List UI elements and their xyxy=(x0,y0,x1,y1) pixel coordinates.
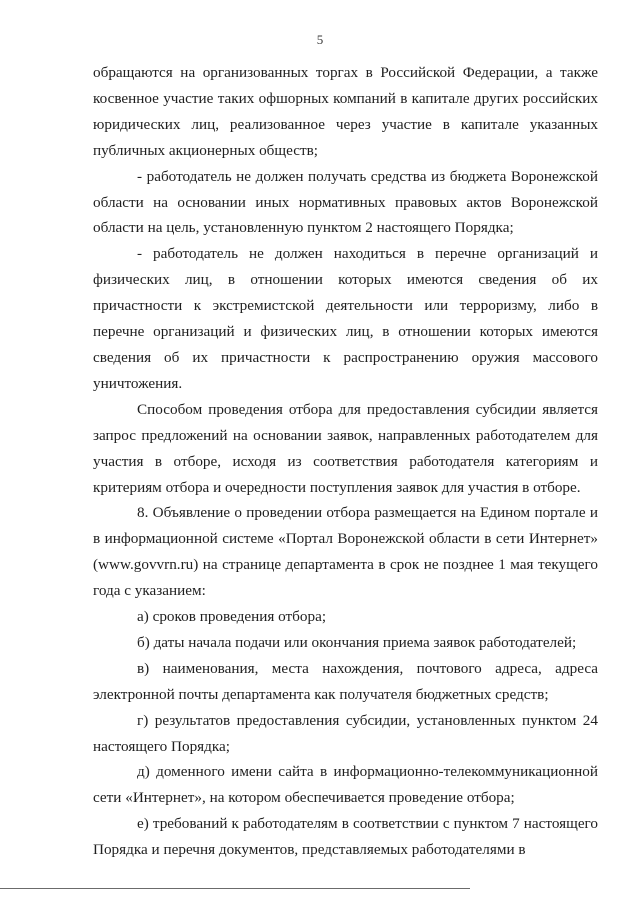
document-body xyxy=(93,60,598,863)
list-item-g: г) результатов предоставления субсидии, установленных пунктом 24 настоящего Порядка; xyxy=(93,711,598,755)
footer-rule xyxy=(0,888,470,889)
paragraph-requirement-budget: - работодатель не должен получать средства из бюджета Воронежской области на основании иных нормативных правовых актов Воронежской области на цель, установленную пунктом 2 настоящего Порядка; xyxy=(93,167,598,237)
paragraph-requirement-extremism: - работодатель не должен находиться в перечне организаций и физических лиц, в отношении которых имеются сведения об их причастности к экстремистской деятельности или терроризму, либо в перечне организаций и физических лиц, в отношении которых имеются сведения об их причастности к распространению оружия массового уничтожения. xyxy=(93,245,598,392)
list-item-b: б) даты начала подачи или окончания приема заявок работодателей; xyxy=(137,633,577,651)
list-item-d: д) доменного имени сайта в информационно-телекоммуникационной сети «Интернет», на котором обеспечивается проведение отбора; xyxy=(93,763,598,807)
list-item-e: е) требований к работодателям в соответствии с пунктом 7 настоящего Порядка и перечня документов, представляемых работодателями в xyxy=(93,815,598,859)
paragraph-continuation: обращаются на организованных торгах в Российской Федерации, а также косвенное участие таких офшорных компаний в капитале других российских юридических лиц, реализованное через участие в капитале указанных публичных акционерных обществ; xyxy=(93,64,598,159)
paragraph-selection-method: Способом проведения отбора для предоставления субсидии является запрос предложений на основании заявок, направленных работодателем для участия в отборе, исходя из соответствия работодателя категориям и критериям отбора и очередности поступления заявок для участия в отборе. xyxy=(93,400,598,496)
list-item-a: а) сроков проведения отбора; xyxy=(137,608,327,626)
paragraph-section-8: 8. Объявление о проведении отбора размещается на Едином портале и в информационной системе «Портал Воронежской области в сети Интернет» (www.govvrn.ru) на странице департамента в срок не позднее 1 мая текущего года с указанием: xyxy=(93,504,598,600)
list-item-v: в) наименования, места нахождения, почтового адреса, адреса электронной почты департамента как получателя бюджетных средств; xyxy=(93,659,598,703)
page-number: 5 xyxy=(316,32,324,47)
